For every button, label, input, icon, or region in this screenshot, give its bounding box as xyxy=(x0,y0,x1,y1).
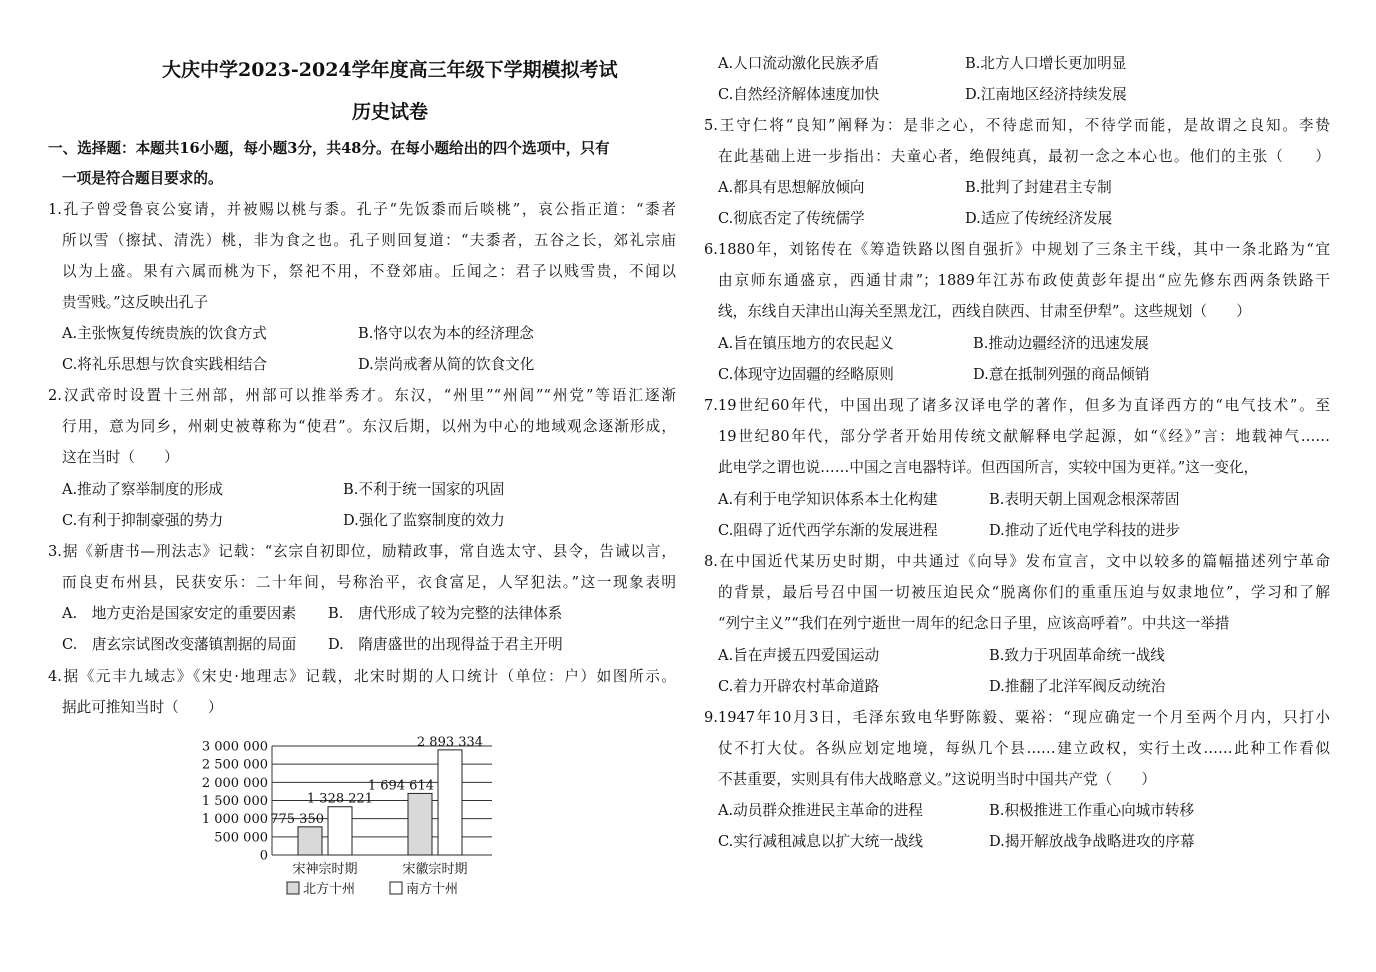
text-line: 此电学之谓也说……中国之言电器特详。但西国所言，实较中国为更祥。”这一变化， xyxy=(718,459,1259,476)
text-line: D.江南地区经济持续发展 xyxy=(965,86,1127,103)
legend-label: 北方十州 xyxy=(303,882,356,897)
text-line: B.恪守以农为本的经济理念 xyxy=(358,325,534,342)
y-tick-label: 1 500 000 xyxy=(201,794,268,809)
population-bar-chart xyxy=(200,730,500,905)
exam-title: 大庆中学2023-2024学年度高三年级下学期模拟考试 xyxy=(162,59,618,81)
text-line: B.不利于统一国家的巩固 xyxy=(343,481,505,498)
text-line: D.意在抵制列强的商品倾销 xyxy=(973,366,1150,383)
legend-label: 南方十州 xyxy=(406,882,459,897)
exam-subtitle: 历史试卷 xyxy=(352,101,429,123)
legend-swatch xyxy=(287,882,299,894)
text-line: 行用，意为同乡，州刺史被尊称为“使君”。东汉后期，以州为中心的地域观念逐渐形成， xyxy=(62,418,676,435)
text-line: B.致力于巩固革命统一战线 xyxy=(989,647,1165,664)
text-line: A.主张恢复传统贵族的饮食方式 xyxy=(62,325,267,342)
text-line: 1.孔子曾受鲁哀公宴请，并被赐以桃与黍。孔子“先饭黍而后啖桃”，哀公指正道：“黍者 xyxy=(48,201,676,218)
text-line: B.积极推进工作重心向城市转移 xyxy=(989,802,1195,819)
text-line: B.批判了封建君主专制 xyxy=(965,179,1112,196)
y-tick-label: 500 000 xyxy=(214,830,268,846)
text-line: A.旨在镇压地方的农民起义 xyxy=(718,335,894,352)
text-line: C.有利于抑制豪强的势力 xyxy=(62,512,224,529)
text-line: C. 唐玄宗试图改变藩镇割据的局面 xyxy=(62,636,297,653)
legend-swatch xyxy=(390,882,402,894)
text-line: 以为上盛。果有六属而桃为下，祭祀不用，不登郊庙。丘闻之：君子以贱雪贵，不闻以 xyxy=(62,263,676,280)
text-line: D.推翻了北洋军阀反动统治 xyxy=(989,678,1166,695)
text-line: 在此基础上进一步指出：夫童心者，绝假纯真，最初一念之本心也。他们的主张（ ） xyxy=(718,148,1330,165)
text-line: C.体现守边固疆的经略原则 xyxy=(718,366,894,383)
text-line: 贵雪贱。”这反映出孔子 xyxy=(62,294,209,311)
text-line: A.推动了察举制度的形成 xyxy=(62,481,224,498)
text-line: D.适应了传统经济发展 xyxy=(965,210,1113,227)
text-line: C.着力开辟农村革命道路 xyxy=(718,678,880,695)
text-line: B.北方人口增长更加明显 xyxy=(965,55,1127,72)
text-line: 不甚重要，实则具有伟大战略意义。”这说明当时中国共产党（ ） xyxy=(718,771,1156,788)
text-line: A.有利于电学知识体系本土化构建 xyxy=(718,491,938,508)
y-tick-label: 1 000 000 xyxy=(201,812,268,828)
text-line: 7.19世纪60年代，中国出现了诸多汉译电学的著作，但多为直译西方的“电气技术”。至 xyxy=(704,397,1330,414)
text-line: 6.1880年，刘铭传在《筹造铁路以图自强折》中规划了三条主干线，其中一条北路为“宜 xyxy=(704,241,1330,258)
text-line: 8.在中国近代某历史时期，中共通过《向导》发布宣言，文中以较多的篇幅描述列宁革命 xyxy=(704,553,1330,570)
section-instructions-2: 一项是符合题目要求的。 xyxy=(62,170,223,187)
text-line: 3.据《新唐书—刑法志》记载：“玄宗自初即位，励精政事，常自选太守、县令，告诫以言， xyxy=(48,543,676,560)
bar-value-label: 2 893 334 xyxy=(416,734,484,750)
text-line: 5.王守仁将“良知”阐释为：是非之心，不待虑而知，不待学而能，是故谓之良知。李贽 xyxy=(704,117,1330,134)
text-line: “列宁主义”“我们在列宁逝世一周年的纪念日子里，应该高呼着”。中共这一举措 xyxy=(718,615,1230,632)
text-line: D.揭开解放战争战略进攻的序幕 xyxy=(989,833,1195,850)
text-line: 的背景，最后号召中国一切被压迫民众“脱离你们的重重压迫与奴隶地位”，学习和了解 xyxy=(718,584,1330,601)
text-line: C.将礼乐思想与饮食实践相结合 xyxy=(62,356,268,373)
y-tick-label: 3 000 000 xyxy=(201,739,268,755)
text-line: 而良吏布州县，民获安乐：二十年间，号称治平，衣食富足，人罕犯法。”这一现象表明 xyxy=(62,574,676,591)
text-line: 仗不打大仗。各纵应划定地境，每纵几个县……建立政权，实行土改……此种工作看似 xyxy=(718,740,1330,757)
text-line: A.都具有思想解放倾向 xyxy=(718,179,865,196)
y-tick-label: 2 500 000 xyxy=(201,757,268,773)
text-line: 19世纪80年代，部分学者开始用传统文献解释电学起源，如“《经》”言：地载神气…… xyxy=(718,428,1330,445)
text-line: 所以雪（擦拭、清洗）桃，非为食之也。孔子则回复道：“夫黍者，五谷之长，郊礼宗庙 xyxy=(62,232,676,249)
text-line: D.崇尚戒奢从简的饮食文化 xyxy=(358,356,535,373)
bar xyxy=(408,793,432,855)
text-line: D.强化了监察制度的效力 xyxy=(343,512,505,529)
bar-value-label: 1 328 221 xyxy=(306,791,374,807)
text-line: 据此可推知当时（ ） xyxy=(62,699,223,716)
x-category-label: 宋徽宗时期 xyxy=(402,862,468,877)
y-tick-label: 0 xyxy=(259,848,268,864)
bar xyxy=(328,807,352,855)
bar xyxy=(438,750,462,855)
text-line: C.阻碍了近代西学东渐的发展进程 xyxy=(718,522,938,539)
text-line: 2.汉武帝时设置十三州部，州部可以推举秀才。东汉，“州里”“州闾”“州党”等语汇逐渐 xyxy=(48,387,676,404)
text-line: 4.据《元丰九域志》《宋史·地理志》记载，北宋时期的人口统计（单位：户）如图所示。 xyxy=(48,668,676,685)
text-line: 这在当时（ ） xyxy=(62,449,179,466)
section-instructions-1: 一、选择题：本题共16小题，每小题3分，共48分。在每小题给出的四个选项中，只有 xyxy=(48,140,610,157)
x-category-label: 宋神宗时期 xyxy=(292,862,358,877)
text-line: B.推动边疆经济的迅速发展 xyxy=(973,335,1149,352)
text-line: 由京师东通盛京，西通甘肃”；1889年江苏布政使黄彭年提出“应先修东西两条铁路干 xyxy=(718,272,1330,289)
text-line: A.动员群众推进民主革命的进程 xyxy=(718,802,923,819)
text-line: C.自然经济解体速度加快 xyxy=(718,86,880,103)
text-line: B. 唐代形成了较为完整的法律体系 xyxy=(328,605,563,622)
text-line: B.表明天朝上国观念根深蒂固 xyxy=(989,491,1180,508)
text-line: 9.1947年10月3日，毛泽东致电华野陈毅、粟裕：“现应确定一个月至两个月内，只打小 xyxy=(704,709,1330,726)
text-line: D. 隋唐盛世的出现得益于君主开明 xyxy=(328,636,563,653)
text-line: A. 地方吏治是国家安定的重要因素 xyxy=(62,605,297,622)
text-line: C.实行减租减息以扩大统一战线 xyxy=(718,833,924,850)
bar xyxy=(298,827,322,855)
text-line: D.推动了近代电学科技的进步 xyxy=(989,522,1180,539)
text-line: C.彻底否定了传统儒学 xyxy=(718,210,865,227)
bar-value-label: 775 350 xyxy=(270,811,324,827)
text-line: A.人口流动激化民族矛盾 xyxy=(718,55,880,72)
text-line: A.旨在声援五四爱国运动 xyxy=(718,647,880,664)
text-line: 线，东线自天津出山海关至黑龙江，西线自陕西、甘肃至伊犁”。这些规划（ ） xyxy=(718,303,1251,320)
bar-value-label: 1 694 614 xyxy=(367,778,434,794)
y-tick-label: 2 000 000 xyxy=(201,775,268,791)
